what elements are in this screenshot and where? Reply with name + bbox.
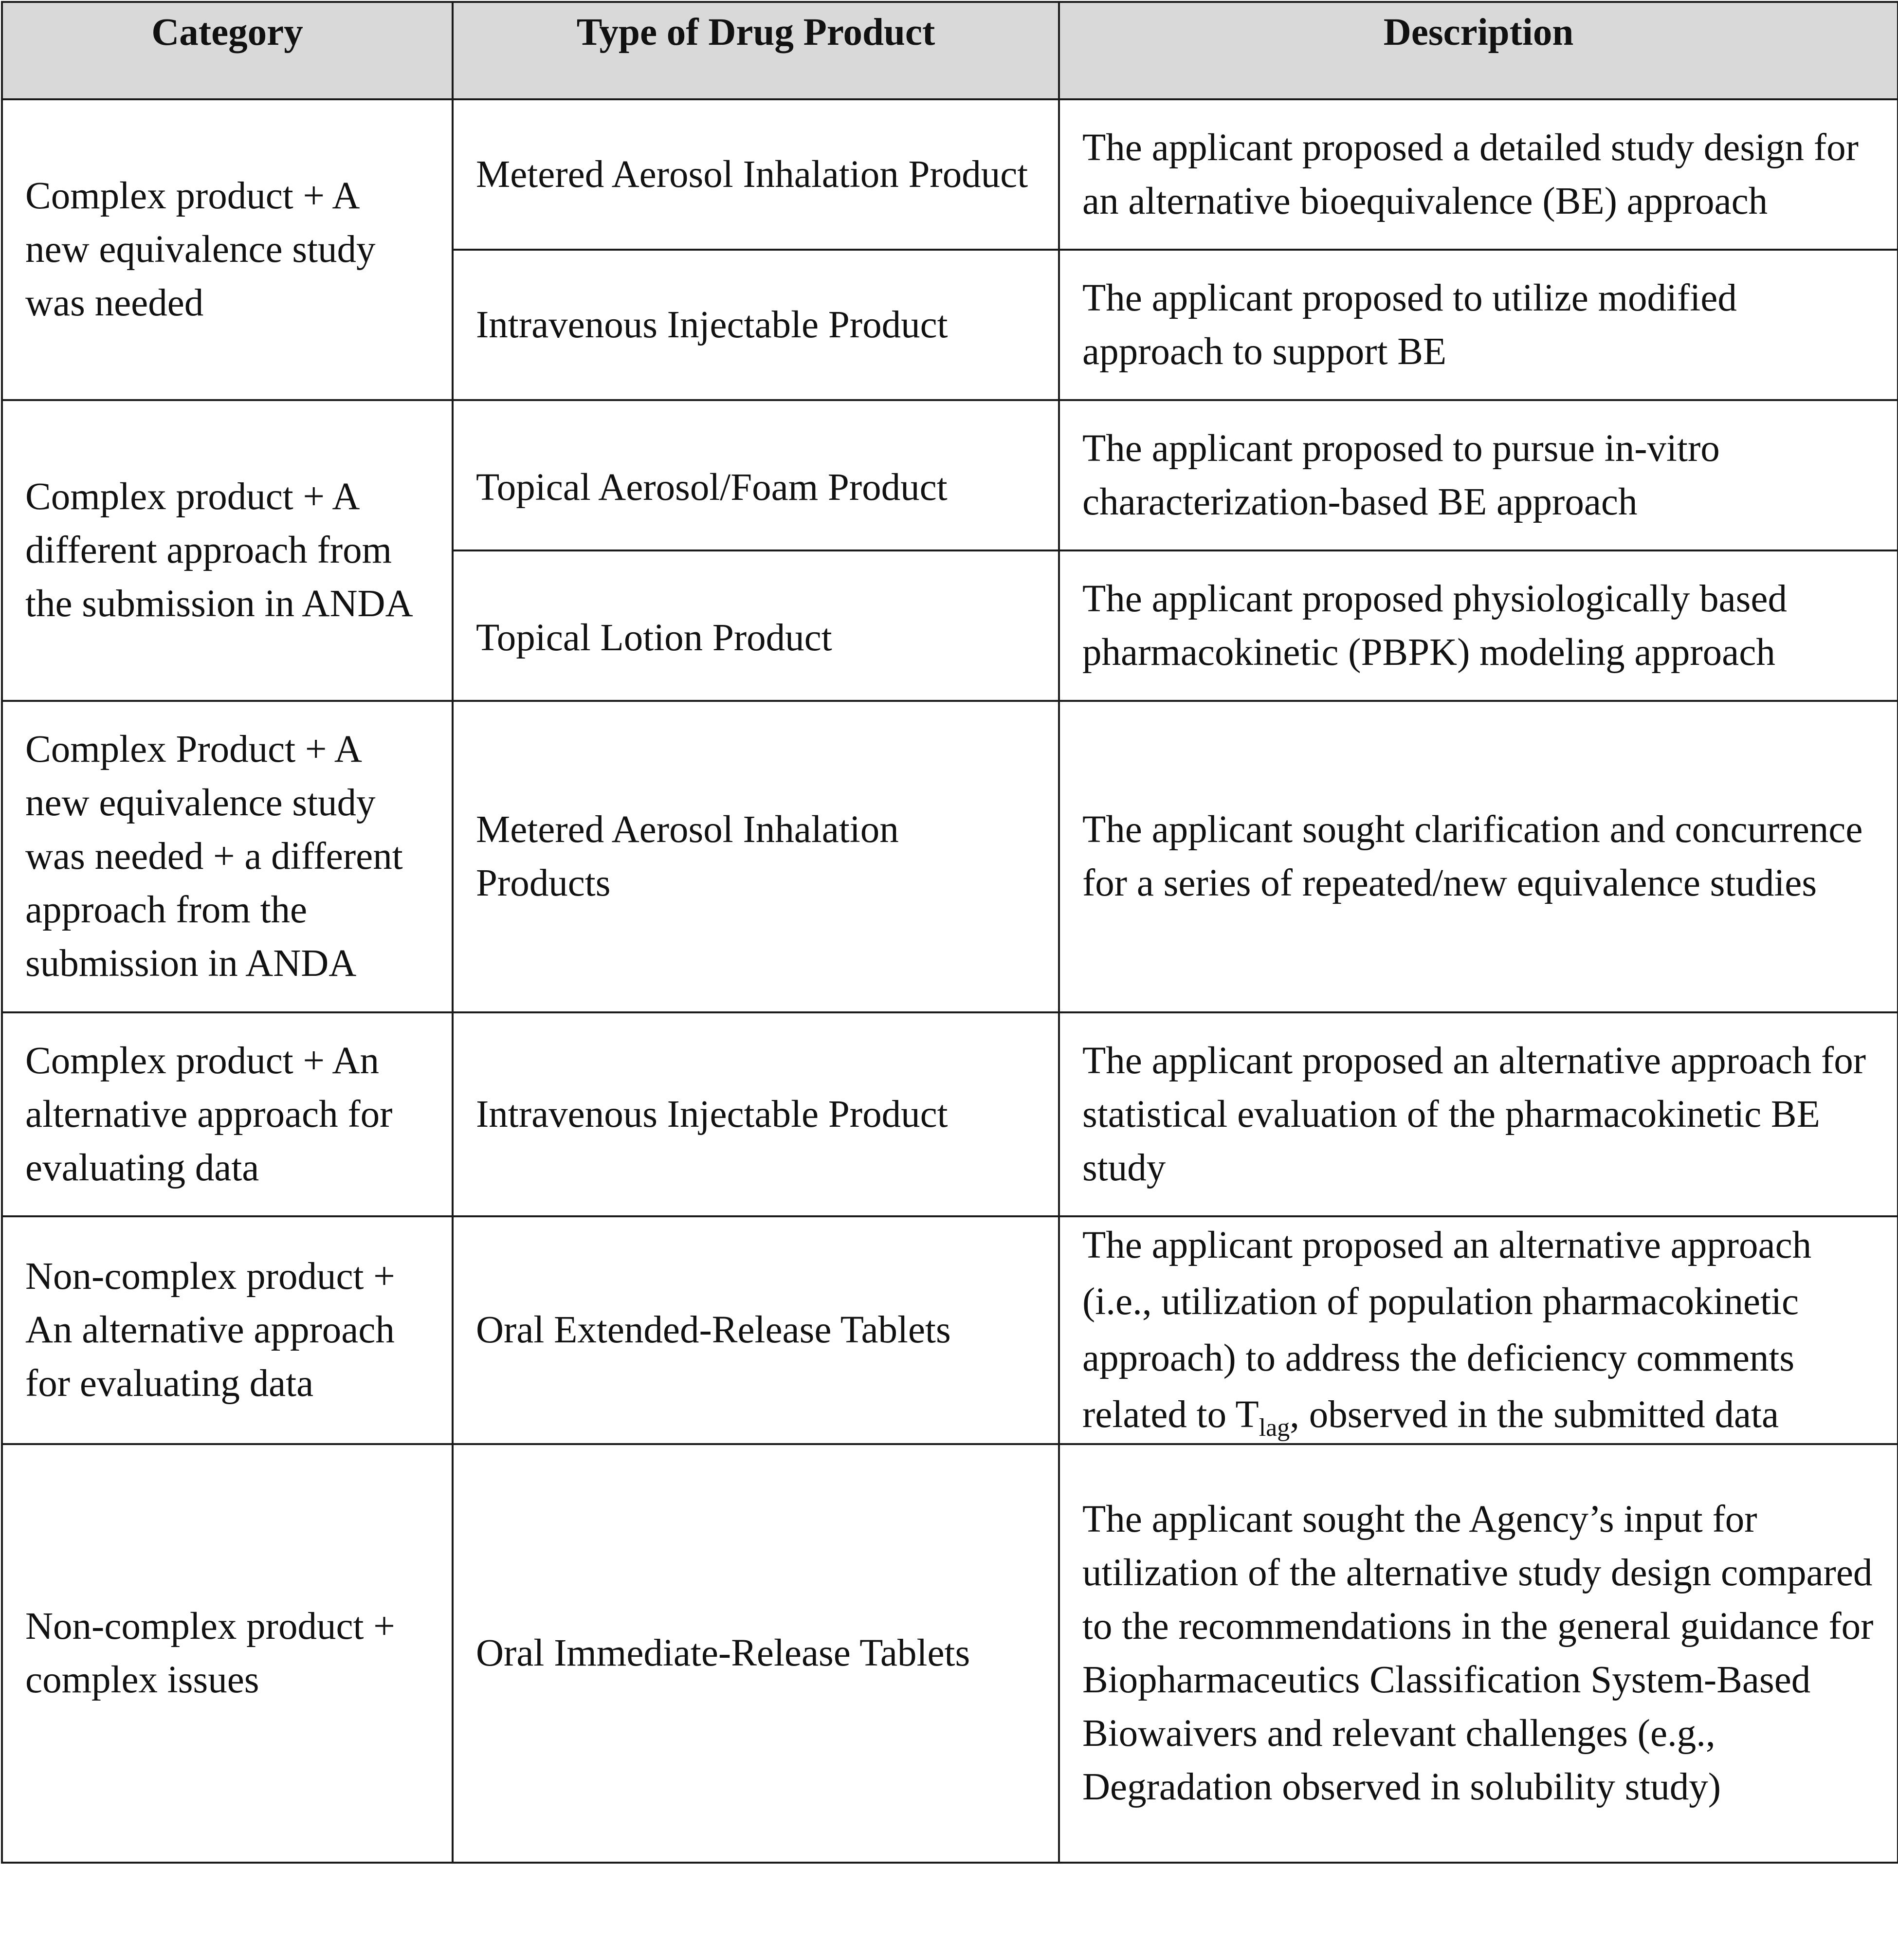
description-cell: The applicant proposed a detailed study design for an alternative bioequivalence (BE) approach [1059, 99, 1898, 250]
tlag-subscript: lag [1259, 1414, 1290, 1442]
category-cell: Non-complex product + An alternative approach for evaluating data [2, 1216, 453, 1444]
type-cell: Oral Extended-Release Tablets [453, 1216, 1059, 1444]
description-cell: The applicant proposed an alternative approach for statistical evaluation of the pharmacokinetic BE study [1059, 1012, 1898, 1216]
header-description: Description [1059, 2, 1898, 99]
category-cell: Complex Product + A new equivalence study was needed + a different approach from the submission in ANDA [2, 701, 453, 1012]
type-cell: Intravenous Injectable Product [453, 250, 1059, 400]
table-row [2, 1012, 1898, 1216]
description-cell: The applicant proposed physiologically based pharmacokinetic (PBPK) modeling approach [1059, 550, 1898, 701]
category-cell: Complex product + An alternative approach for evaluating data [2, 1012, 453, 1216]
table-row [2, 400, 1898, 550]
description-cell: The applicant sought clarification and concurrence for a series of repeated/new equivalence studies [1059, 701, 1898, 1012]
table-row [2, 1216, 1898, 1444]
type-cell: Oral Immediate-Release Tablets [453, 1444, 1059, 1863]
description-cell: The applicant proposed to pursue in-vitro characterization-based BE approach [1059, 400, 1898, 550]
description-cell: The applicant sought the Agency’s input for utilization of the alternative study design compared to the recommendations in the general guidance for Biopharmaceutics Classification System-Based Biowaivers and relevant challenges (e.g., Degradation observed in solubility study) [1059, 1444, 1898, 1863]
type-cell: Metered Aerosol Inhalation Product [453, 99, 1059, 250]
drug-product-table [1, 1, 1898, 1864]
category-cell: Complex product + A new equivalence study was needed [2, 99, 453, 400]
type-cell: Intravenous Injectable Product [453, 1012, 1059, 1216]
type-cell: Metered Aerosol Inhalation Products [453, 701, 1059, 1012]
table-row [2, 701, 1898, 1012]
description-text-after: , observed in the submitted data [1290, 1393, 1779, 1436]
type-cell: Topical Aerosol/Foam Product [453, 400, 1059, 550]
description-text-before: The applicant proposed an alternative approach (i.e., utilization of population pharmacokinetic approach) to address the deficiency comments related to T [1082, 1224, 1812, 1436]
category-cell: Complex product + A different approach from the submission in ANDA [2, 400, 453, 701]
header-category: Category [2, 2, 453, 99]
header-row [2, 2, 1898, 99]
description-cell: The applicant proposed to utilize modified approach to support BE [1059, 250, 1898, 400]
description-cell [1059, 1216, 1898, 1444]
table-row [2, 99, 1898, 250]
header-type: Type of Drug Product [453, 2, 1059, 99]
type-cell: Topical Lotion Product [453, 550, 1059, 701]
category-cell: Non-complex product + complex issues [2, 1444, 453, 1863]
table-row [2, 1444, 1898, 1863]
